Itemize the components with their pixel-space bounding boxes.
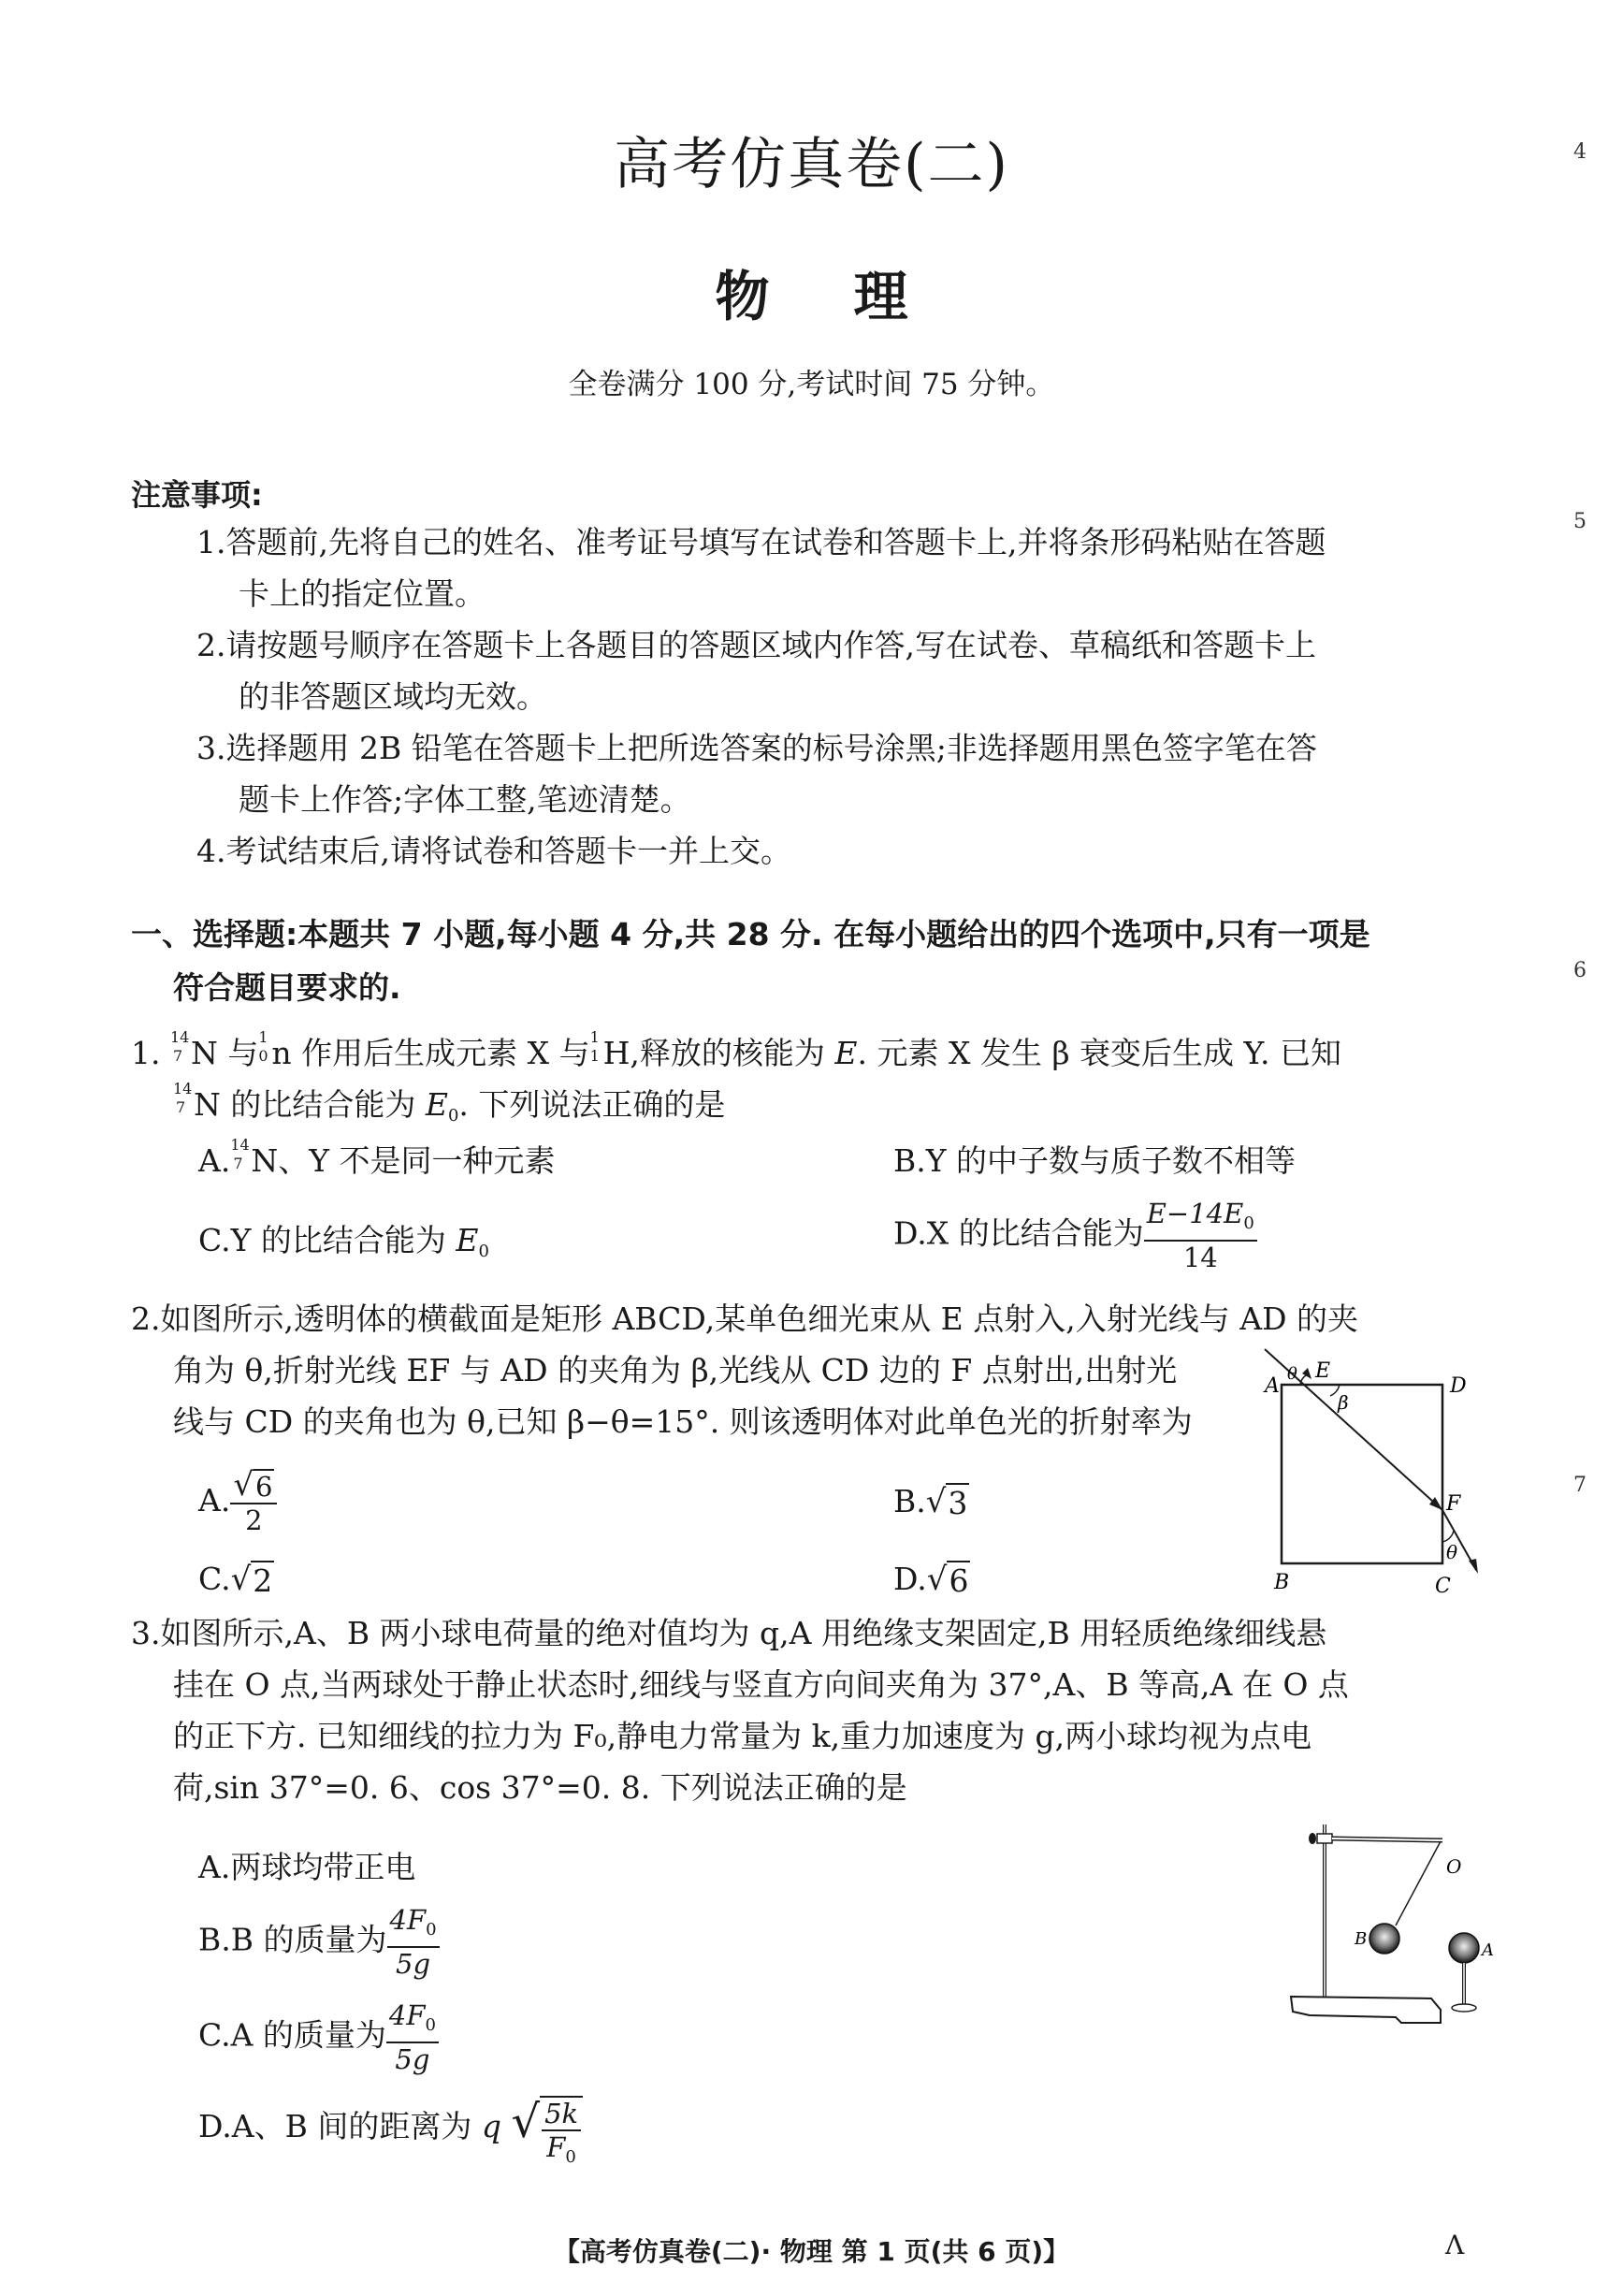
margin-mark: 4 [1573, 140, 1587, 164]
numerator-text: E−14E [1146, 1198, 1244, 1229]
option-label: A. [198, 1849, 231, 1885]
notice-num: 1. [196, 524, 226, 560]
rectangle-abcd [1282, 1385, 1442, 1563]
notice-text-cont: 的非答题区域均无效。 [239, 678, 547, 715]
option-text: Y 的中子数与质子数不相等 [925, 1142, 1297, 1179]
subscript-zero: 0 [1243, 1213, 1254, 1233]
question-3 [131, 1607, 1478, 1813]
option-text: A、B 间的距离为 [231, 2108, 472, 2144]
option-label: D. [893, 1214, 927, 1252]
clamp [1317, 1834, 1332, 1843]
element-symbol: N [191, 1035, 218, 1071]
q3-option-d[interactable] [198, 2096, 583, 2173]
q1-option-b[interactable] [893, 1137, 1296, 1181]
label-b: B [1274, 1571, 1290, 1594]
numerator-text: 4F [389, 1904, 427, 1936]
fraction-numerator [1144, 1198, 1257, 1242]
notice-heading: 注意事项: [131, 477, 263, 513]
atomic-number: 7 [173, 1047, 183, 1065]
numerator-text: 4F [388, 1999, 426, 2031]
particle-symbol: n [271, 1035, 292, 1071]
fraction-numerator [387, 1904, 440, 1948]
fraction [387, 1904, 440, 1980]
isotope-n14 [170, 1028, 191, 1066]
sqrt [927, 1561, 971, 1599]
notice-text-cont: 卡上的指定位置。 [239, 575, 485, 612]
notice-num: 3. [196, 730, 226, 766]
mass-number: 14 [230, 1136, 250, 1154]
fraction-numerator [386, 1999, 439, 2043]
notice-num: 4. [196, 833, 226, 869]
question-text: 挂在 O 点,当两球处于静止状态时,细线与竖直方向间夹角为 37°,A、B 等高,A 在 O 点 [173, 1666, 1349, 1703]
q3-option-c[interactable] [198, 1999, 439, 2075]
notice-text: 选择题用 2B 铅笔在答题卡上把所选答案的标号涂黑;非选择题用黑色签字笔在答 [225, 730, 1317, 766]
q1-option-d[interactable] [893, 1198, 1257, 1273]
subscript-zero: 0 [447, 1106, 459, 1126]
label-theta-top: θ [1287, 1364, 1297, 1384]
ball-a [1449, 1933, 1479, 1963]
isotope-neutron [258, 1028, 271, 1066]
element-symbol: N [251, 1142, 279, 1179]
section-heading [131, 908, 1478, 1014]
label-o: O [1446, 1855, 1462, 1878]
page-footer: 【高考仿真卷(二)· 物理 第 1 页(共 6 页)】 [553, 2236, 1070, 2267]
question-1 [131, 1027, 1478, 1141]
radicand [540, 2096, 583, 2173]
radical-sign: √ [925, 1483, 947, 1520]
q2-option-a[interactable] [198, 1466, 277, 1536]
fraction-denominator: 2 [245, 1504, 263, 1536]
option-label: C. [198, 1561, 231, 1597]
page-corner-mark: Λ [1445, 2230, 1465, 2260]
label-d: D [1450, 1374, 1467, 1398]
fraction-denominator: 5g [395, 2043, 430, 2075]
text: . 下列说法正确的是 [458, 1086, 726, 1123]
option-label: D. [893, 1561, 927, 1597]
label-e: E [1315, 1359, 1331, 1383]
label-c: C [1435, 1575, 1451, 1598]
question-number: 2. [131, 1301, 161, 1337]
fraction-denominator: 14 [1182, 1242, 1218, 1273]
margin-mark: 7 [1573, 1474, 1587, 1497]
element-symbol: N [194, 1086, 221, 1123]
stand-a-base [1452, 2004, 1476, 2012]
fraction-numerator [542, 2098, 581, 2131]
margin-mark: 6 [1573, 959, 1587, 982]
fraction-numerator [230, 1466, 277, 1504]
q1-option-a[interactable] [198, 1137, 555, 1181]
q3-charged-balls-figure [1282, 1824, 1497, 2030]
q1-option-c[interactable] [198, 1216, 489, 1261]
option-label: B. [893, 1483, 926, 1519]
section-heading-line2: 符合题目要求的. [173, 969, 401, 1006]
atomic-number: 0 [258, 1047, 268, 1065]
fraction-denominator [546, 2131, 576, 2173]
sqrt [926, 1483, 970, 1521]
subject-title: 物理 [715, 265, 993, 328]
label-a: A [1265, 1374, 1280, 1398]
text: ,释放的核能为 [630, 1035, 825, 1071]
text: . 元素 X 发生 β 衰变后生成 Y. 已知 [857, 1035, 1342, 1071]
question-text: 角为 θ,折射光线 EF 与 AD 的夹角为 β,光线从 CD 边的 F 点射出,出射光 [173, 1352, 1178, 1388]
radicand: 2 [253, 1562, 273, 1599]
exam-summary: 全卷满分 100 分,考试时间 75 分钟。 [568, 368, 1055, 401]
q3-option-a[interactable] [198, 1843, 415, 1887]
option-label: A. [198, 1482, 231, 1519]
option-text: X 的比结合能为 [926, 1214, 1144, 1252]
exam-title: 高考仿真卷(二) [614, 132, 1009, 197]
q3-option-b[interactable] [198, 1904, 440, 1980]
sqrt [233, 1466, 274, 1504]
arrowhead-exit [1469, 1559, 1478, 1574]
subscript-zero: 0 [426, 1920, 437, 1940]
option-text: Y 的比结合能为 [230, 1222, 446, 1258]
fraction [386, 1999, 439, 2075]
subscript-zero: 0 [425, 2015, 436, 2035]
q2-option-c[interactable] [198, 1561, 274, 1599]
question-text: 如图所示,A、B 两小球电荷量的绝对值均为 q,A 用绝缘支架固定,B 用轻质绝缘细线悬 [160, 1615, 1327, 1651]
ball-b [1369, 1924, 1399, 1954]
label-theta-bottom: θ [1446, 1541, 1458, 1563]
isotope-h1 [589, 1028, 603, 1066]
option-label: A. [198, 1142, 231, 1179]
subscript-zero: 0 [478, 1242, 489, 1261]
option-text: 、Y 不是同一种元素 [278, 1142, 556, 1179]
margin-mark: 5 [1573, 510, 1587, 533]
q2-refraction-figure [1244, 1338, 1515, 1600]
notice-text: 考试结束后,请将试卷和答题卡一并上交。 [225, 833, 791, 869]
variable-e0: E [425, 1086, 448, 1123]
radical-sign: √ [926, 1561, 948, 1598]
option-label: B. [198, 1921, 231, 1958]
variable-e0: E [456, 1222, 479, 1258]
text: 的比结合能为 [230, 1086, 416, 1123]
label-f: F [1446, 1492, 1461, 1516]
stand-base [1291, 1997, 1441, 2023]
text: 作用后生成元素 X 与 [301, 1035, 590, 1071]
option-text: A 的质量为 [230, 2016, 386, 2054]
thread [1396, 1841, 1441, 1925]
radical-sign: √ [233, 1466, 254, 1504]
atomic-number: 1 [589, 1047, 600, 1065]
denominator-text: F [546, 2131, 566, 2163]
notice-text-cont: 题卡上作答;字体工整,笔迹清楚。 [239, 781, 691, 818]
section-heading-line1: 一、选择题:本题共 7 小题,每小题 4 分,共 28 分. 在每小题给出的四个选项中,只有一项是 [131, 916, 1370, 952]
isotope-n14 [230, 1136, 251, 1173]
fraction [230, 1466, 277, 1536]
label-a: A [1482, 1940, 1494, 1960]
question-text: 如图所示,透明体的横截面是矩形 ABCD,某单色细光束从 E 点射入,入射光线与 AD 的夹 [160, 1301, 1359, 1337]
notice-num: 2. [196, 627, 226, 663]
sqrt [511, 2096, 583, 2173]
question-text: 线与 CD 的夹角也为 θ,已知 β−θ=15°. 则该透明体对此单色光的折射率为 [173, 1403, 1193, 1440]
option-text: B 的质量为 [230, 1921, 387, 1958]
option-label: C. [198, 2016, 231, 2054]
isotope-n14 [173, 1080, 194, 1117]
q2-option-d[interactable] [893, 1561, 970, 1599]
mass-number: 1 [589, 1028, 600, 1046]
mass-number: 14 [170, 1028, 190, 1046]
label-b: B [1355, 1929, 1368, 1949]
option-label: D. [198, 2108, 232, 2144]
mass-number: 14 [173, 1080, 193, 1097]
atomic-number: 7 [176, 1098, 186, 1116]
notice-item-4 [196, 825, 1478, 877]
atomic-number: 7 [233, 1155, 243, 1172]
option-label: C. [198, 1222, 231, 1258]
subscript-zero: 0 [565, 2147, 576, 2167]
question-number: 1. [131, 1035, 161, 1071]
numerator-text: 5k [544, 2098, 579, 2129]
question-text: 的正下方. 已知细线的拉力为 F₀,静电力常量为 k,重力加速度为 g,两小球均视为点电 [173, 1718, 1312, 1754]
text: 与 [227, 1035, 259, 1071]
notice-item-1 [196, 516, 1478, 619]
q2-option-b[interactable] [893, 1483, 969, 1521]
clamp-screw [1309, 1833, 1316, 1844]
fraction [1144, 1198, 1257, 1273]
label-beta: β [1338, 1391, 1349, 1414]
radicand: 3 [948, 1485, 968, 1521]
fraction [542, 2098, 581, 2173]
question-text: 荷,sin 37°=0. 6、cos 37°=0. 8. 下列说法正确的是 [173, 1769, 907, 1806]
element-symbol: H [602, 1035, 630, 1071]
notice-item-2 [196, 619, 1478, 722]
radicand: 6 [255, 1471, 273, 1503]
sqrt [231, 1561, 275, 1599]
notice-text: 答题前,先将自己的姓名、准考证号填写在试卷和答题卡上,并将条形码粘贴在答题 [225, 524, 1326, 560]
radical-sign: √ [511, 2096, 541, 2148]
option-label: B. [893, 1142, 926, 1179]
notice-text: 请按题号顺序在答题卡上各题目的答题区域内作答,写在试卷、草稿纸和答题卡上 [225, 627, 1316, 663]
fraction-denominator: 5g [396, 1948, 431, 1980]
question-number: 3. [131, 1615, 161, 1651]
variable-e: E [834, 1035, 858, 1071]
variable-q: q [481, 2108, 501, 2144]
radical-sign: √ [230, 1561, 252, 1598]
mass-number: 1 [258, 1028, 268, 1046]
option-text: 两球均带正电 [230, 1849, 416, 1885]
notice-item-3 [196, 722, 1478, 825]
radicand: 6 [949, 1562, 969, 1599]
